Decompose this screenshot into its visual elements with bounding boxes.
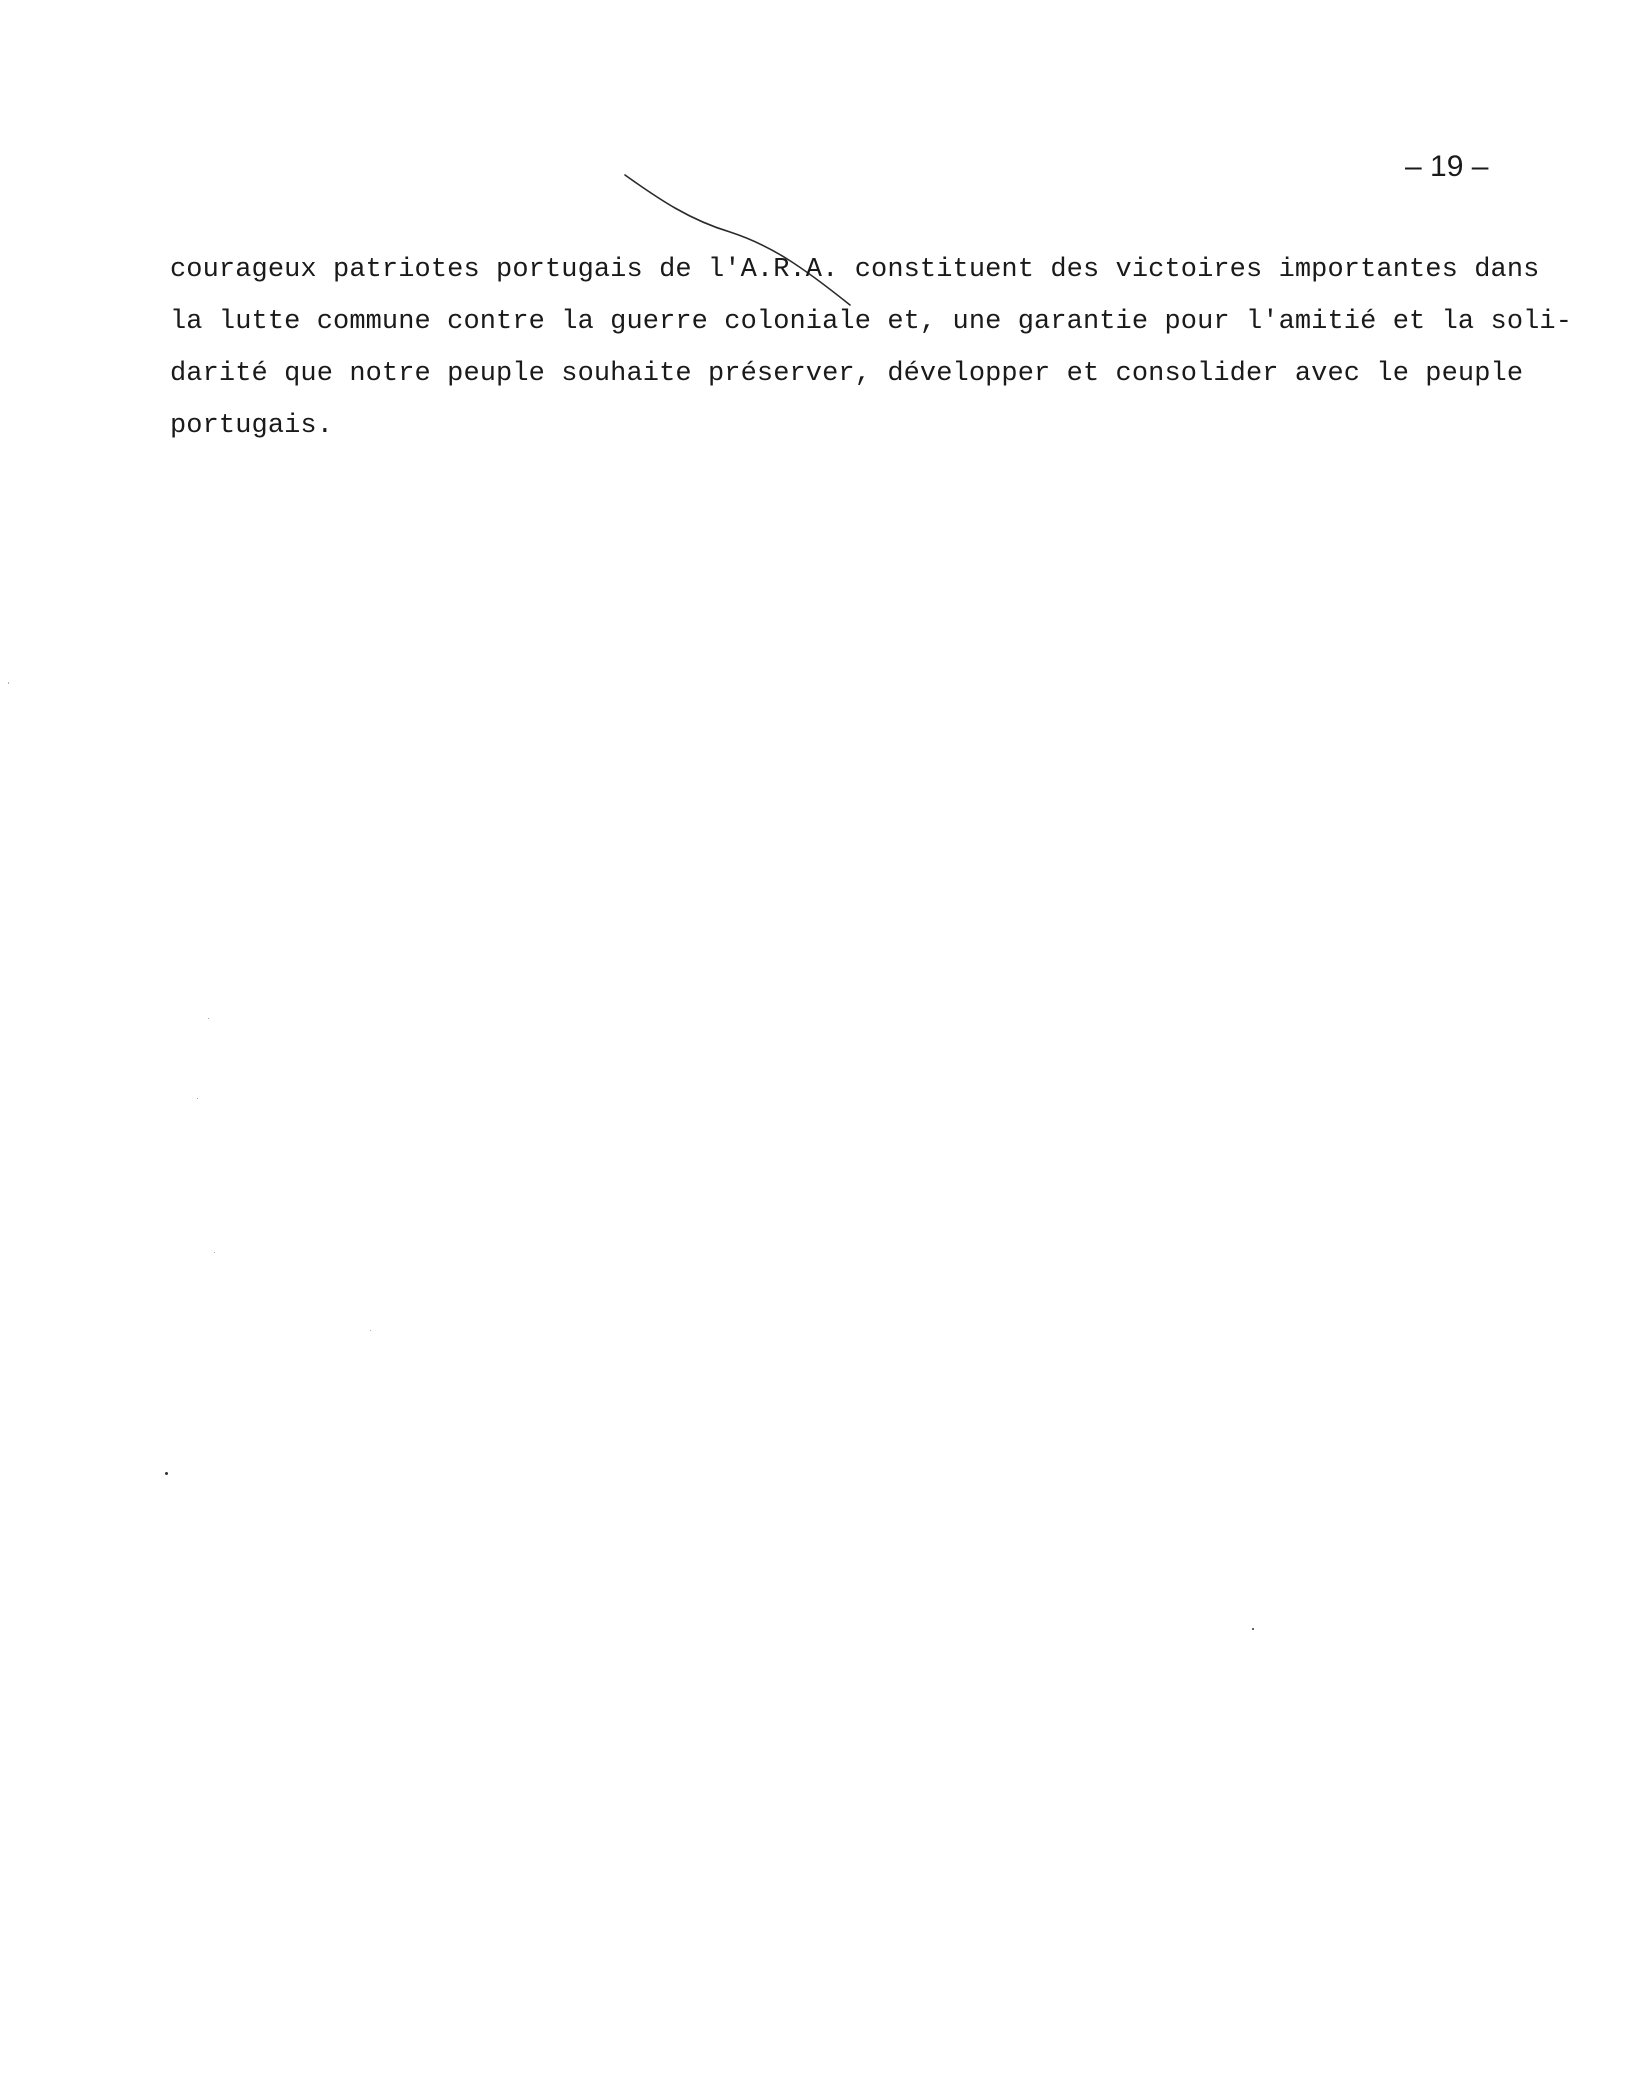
page-number: – 19 –	[1405, 150, 1489, 183]
scan-speck	[197, 1098, 198, 1099]
body-line: portugais.	[170, 411, 334, 441]
scan-speck	[8, 682, 9, 684]
body-line: courageux patriotes portugais de l'A.R.A. constituent des victoires importantes dans	[170, 255, 1540, 285]
scan-speck	[208, 1018, 209, 1019]
scan-speck	[214, 1252, 215, 1253]
body-line: darité que notre peuple souhaite préserver, développer et consolider avec le peuple	[170, 359, 1524, 389]
body-paragraph	[170, 244, 1573, 452]
scan-speck	[1252, 1628, 1254, 1630]
scan-speck	[370, 1330, 371, 1331]
body-line: la lutte commune contre la guerre coloniale et, une garantie pour l'amitié et la soli-	[170, 307, 1573, 337]
scan-speck	[165, 1472, 168, 1475]
